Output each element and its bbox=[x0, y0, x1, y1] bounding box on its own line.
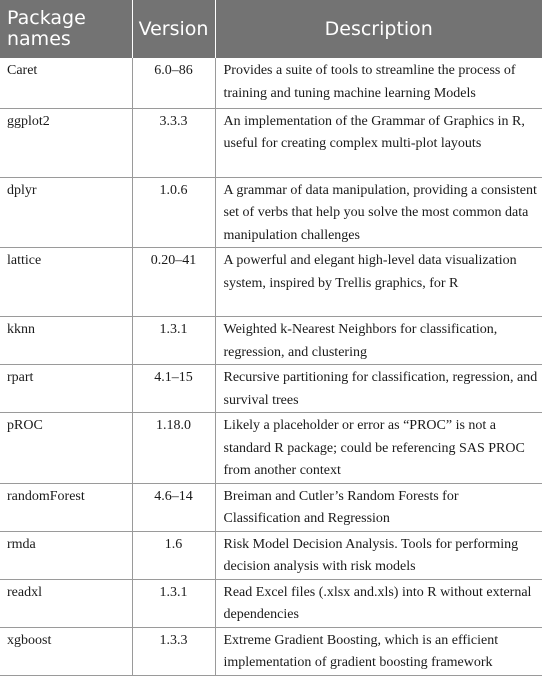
package-name-cell: randomForest bbox=[0, 483, 132, 531]
package-name-cell: readxl bbox=[0, 579, 132, 627]
header-version: Version bbox=[132, 0, 215, 58]
header-package-names: Package names bbox=[0, 0, 132, 58]
version-cell: 4.1–15 bbox=[132, 365, 215, 413]
table-row bbox=[0, 413, 542, 484]
description-cell: Extreme Gradient Boosting, which is an efficient implementation of gradient boosting framework bbox=[215, 627, 542, 675]
description-cell: A powerful and elegant high-level data visualization system, inspired by Trellis graphics, for R bbox=[215, 248, 542, 317]
table-row bbox=[0, 108, 542, 177]
table-row bbox=[0, 483, 542, 531]
package-name-cell: lattice bbox=[0, 248, 132, 317]
version-cell: 1.6 bbox=[132, 531, 215, 579]
header-row bbox=[0, 0, 542, 58]
table-row bbox=[0, 579, 542, 627]
package-name-cell: dplyr bbox=[0, 177, 132, 248]
description-cell: Risk Model Decision Analysis. Tools for performing decision analysis with risk models bbox=[215, 531, 542, 579]
version-cell: 3.3.3 bbox=[132, 108, 215, 177]
package-name-cell: xgboost bbox=[0, 627, 132, 675]
package-name-cell: rpart bbox=[0, 365, 132, 413]
description-cell: Read Excel files (.xlsx and.xls) into R without external dependencies bbox=[215, 579, 542, 627]
description-cell: Breiman and Cutler’s Random Forests for Classification and Regression bbox=[215, 483, 542, 531]
description-cell: Provides a suite of tools to streamline the process of training and tuning machine learning Models bbox=[215, 58, 542, 108]
package-name-cell: pROC bbox=[0, 413, 132, 484]
description-cell: An implementation of the Grammar of Graphics in R, useful for creating complex multi-plot layouts bbox=[215, 108, 542, 177]
table-row bbox=[0, 317, 542, 365]
table-row bbox=[0, 531, 542, 579]
version-cell: 1.3.1 bbox=[132, 317, 215, 365]
version-cell: 1.18.0 bbox=[132, 413, 215, 484]
package-name-cell: Caret bbox=[0, 58, 132, 108]
header-description: Description bbox=[215, 0, 542, 58]
version-cell: 0.20–41 bbox=[132, 248, 215, 317]
version-cell: 4.6–14 bbox=[132, 483, 215, 531]
version-cell: 1.3.3 bbox=[132, 627, 215, 675]
package-name-cell: kknn bbox=[0, 317, 132, 365]
table-row bbox=[0, 177, 542, 248]
description-cell: Likely a placeholder or error as “PROC” is not a standard R package; could be referencing SAS PROC from another context bbox=[215, 413, 542, 484]
description-cell: A grammar of data manipulation, providing a consistent set of verbs that help you solve the most common data manipulation challenges bbox=[215, 177, 542, 248]
table-row bbox=[0, 627, 542, 675]
description-cell: Weighted k-Nearest Neighbors for classification, regression, and clustering bbox=[215, 317, 542, 365]
table-row bbox=[0, 248, 542, 317]
package-name-cell: rmda bbox=[0, 531, 132, 579]
version-cell: 6.0–86 bbox=[132, 58, 215, 108]
version-cell: 1.0.6 bbox=[132, 177, 215, 248]
description-cell: Recursive partitioning for classification, regression, and survival trees bbox=[215, 365, 542, 413]
version-cell: 1.3.1 bbox=[132, 579, 215, 627]
package-name-cell: ggplot2 bbox=[0, 108, 132, 177]
table-row bbox=[0, 58, 542, 108]
table-row bbox=[0, 365, 542, 413]
